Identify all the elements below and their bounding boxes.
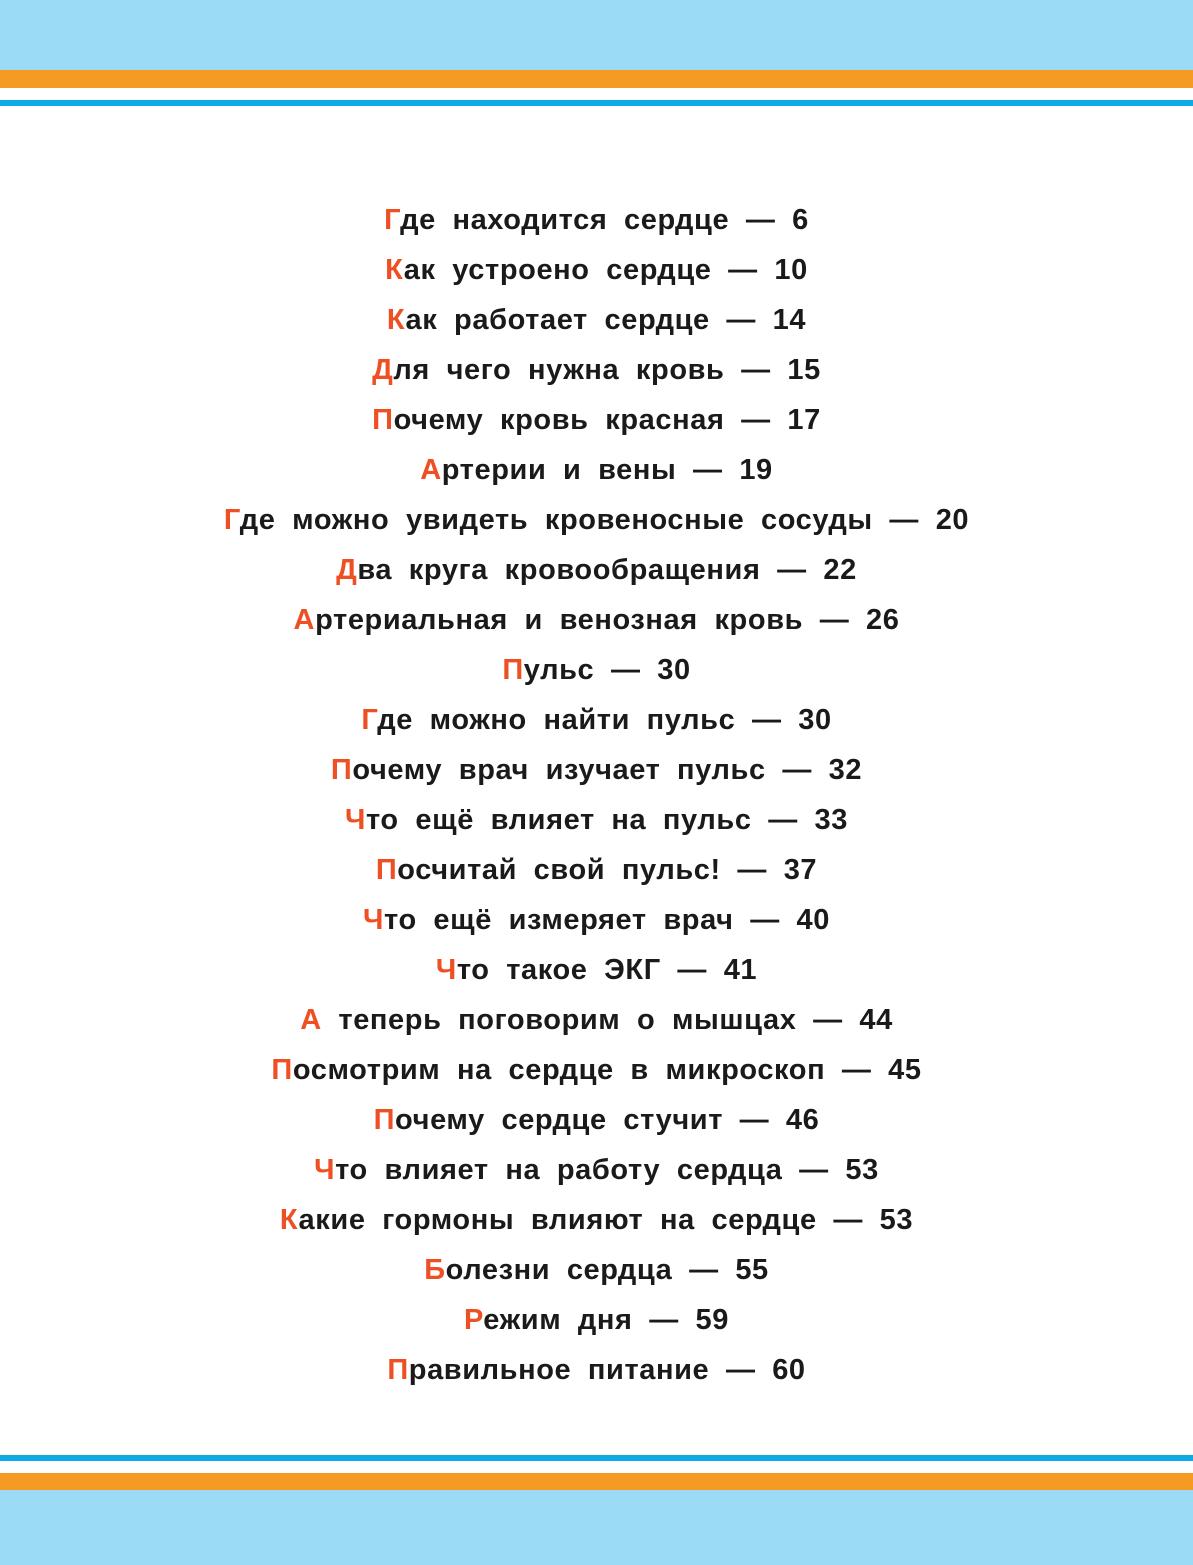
toc-entry-separator: — [594,654,658,686]
toc-entry [0,445,1193,495]
toc-entry-separator: — [720,854,784,886]
toc-entry-title: ртериальная и венозная кровь [315,604,804,636]
toc-entry-title: осчитай свой пульс! [397,854,721,886]
toc-entry [0,595,1193,645]
toc-entry [0,545,1193,595]
toc-entry-title: ртерии и вены [441,454,677,486]
toc-entry-initial: П [372,404,394,436]
toc-entry-separator: — [735,704,799,736]
toc-entry-separator: — [760,554,824,586]
toc-entry-initial: П [330,754,353,786]
toc-entry [0,395,1193,445]
toc-entry-separator: — [660,954,724,986]
toc-entry [0,845,1193,895]
toc-entry-title: очему сердце стучит [395,1104,723,1136]
toc-entry-separator: — [765,754,829,786]
toc-entry [0,345,1193,395]
toc-entry-title: де находится сердце [400,204,730,236]
toc-entry-title: то ещё измеряет врач [384,904,734,936]
toc-entry-initial: Д [372,354,394,386]
toc-entry [0,795,1193,845]
toc-entry-separator: — [816,1204,880,1236]
toc-entry-page-number: 44 [859,1004,893,1036]
toc-entry-page-number: 45 [888,1054,922,1086]
toc-entry-title: акие гормоны влияют на сердце [298,1204,817,1236]
toc-entry-initial: Д [336,554,358,586]
toc-entry-page-number: 15 [787,354,821,386]
toc-entry-initial: Ч [435,954,457,986]
toc-entry-title: ля чего нужна кровь [393,354,725,386]
toc-entry-page-number: 53 [879,1204,914,1236]
toc-entry-page-number: 41 [723,954,758,986]
toc-entry [0,995,1193,1045]
toc-entry-title: осмотрим на сердце в микроскоп [292,1054,826,1086]
toc-entry-separator: — [724,354,788,386]
toc-entry-title: ак работает сердце [405,304,710,336]
toc-entry [0,645,1193,695]
bottom-sky-band [0,1490,1193,1565]
toc-entry-separator: — [796,1004,860,1036]
toc-entry-page-number: 37 [783,854,818,886]
toc-entry-initial: П [373,1104,396,1136]
toc-entry-initial: А [420,454,442,486]
toc-entry-page-number: 33 [814,804,848,836]
toc-entry-separator: — [872,504,936,536]
toc-entry-title: равильное питание [408,1354,710,1386]
toc-entry-title: очему кровь красная [393,404,725,436]
table-of-contents [0,195,1193,1395]
toc-entry-page-number: 55 [735,1254,769,1286]
toc-entry-separator: — [724,404,788,436]
toc-entry-page-number: 20 [935,504,970,536]
toc-entry-separator: — [723,1104,786,1136]
toc-entry [0,1045,1193,1095]
toc-entry-title: ак устроено сердце [403,254,712,286]
toc-entry [0,745,1193,795]
toc-entry-separator: — [803,604,866,636]
toc-entry-page-number: 53 [845,1154,879,1186]
toc-entry-initial: Р [464,1304,484,1336]
toc-entry-title: ежим дня [483,1304,633,1336]
top-blue-stripe [0,100,1193,106]
toc-entry-separator: — [825,1054,889,1086]
toc-entry-page-number: 6 [792,204,809,236]
toc-entry-page-number: 14 [772,304,807,336]
bottom-orange-stripe [0,1473,1193,1490]
toc-entry-initial: Г [361,704,378,736]
toc-entry [0,1295,1193,1345]
toc-entry [0,295,1193,345]
toc-entry-initial: К [385,254,404,286]
toc-entry-initial: К [386,304,406,336]
toc-entry-title: то такое ЭКГ [456,954,661,986]
toc-entry-initial: Ч [363,904,385,936]
toc-entry-separator: — [729,204,793,236]
toc-entry-page-number: 26 [865,604,900,636]
toc-entry-title: очему врач изучает пульс [352,754,766,786]
toc-entry-page-number: 32 [828,754,863,786]
toc-entry-page-number: 46 [785,1104,820,1136]
toc-entry [0,1145,1193,1195]
toc-entry-initial: П [387,1354,409,1386]
toc-entry [0,1095,1193,1145]
toc-entry-title: де можно увидеть кровеносные сосуды [239,504,873,536]
toc-entry-page-number: 60 [772,1354,806,1386]
toc-entry-page-number: 40 [796,904,830,936]
bottom-blue-stripe [0,1455,1193,1461]
toc-entry-initial: П [502,654,524,686]
toc-entry-page-number: 30 [798,704,832,736]
toc-entry-separator: — [733,904,797,936]
toc-entry-page-number: 17 [787,404,821,436]
toc-entry-page-number: 59 [695,1304,729,1336]
toc-entry [0,945,1193,995]
toc-entry-title: де можно найти пульс [377,704,736,736]
toc-entry [0,695,1193,745]
toc-entry-separator: — [751,804,815,836]
top-sky-band [0,0,1193,70]
toc-entry-initial: А [300,1004,322,1036]
toc-entry-initial: П [271,1054,293,1086]
toc-entry-initial: К [279,1204,299,1236]
toc-entry-separator: — [782,1154,846,1186]
toc-entry [0,195,1193,245]
toc-entry-title: ва круга кровообращения [357,554,761,586]
toc-entry [0,1245,1193,1295]
toc-entry [0,1345,1193,1395]
toc-entry-page-number: 22 [823,554,857,586]
toc-entry-initial: Г [384,204,401,236]
toc-entry [0,895,1193,945]
toc-entry-initial: Б [424,1254,446,1286]
toc-entry-title: то влияет на работу сердца [335,1154,783,1186]
toc-entry-title: теперь поговорим о мышцах [321,1004,797,1036]
toc-entry-initial: П [375,854,398,886]
toc-entry-title: ульс [523,654,595,686]
toc-entry-page-number: 10 [774,254,808,286]
toc-entry-separator: — [632,1304,696,1336]
toc-entry [0,245,1193,295]
toc-entry-separator: — [711,254,775,286]
toc-entry-initial: Г [223,504,240,536]
toc-entry-title: то ещё влияет на пульс [366,804,752,836]
toc-entry [0,1195,1193,1245]
toc-entry-title: олезни сердца [445,1254,673,1286]
toc-entry-separator: — [709,1354,773,1386]
toc-entry-separator: — [676,454,740,486]
toc-entry-separator: — [709,304,773,336]
top-orange-stripe [0,70,1193,88]
toc-entry-separator: — [672,1254,736,1286]
toc-entry [0,495,1193,545]
toc-entry-initial: Ч [314,1154,336,1186]
toc-entry-initial: Ч [345,804,367,836]
toc-entry-initial: А [293,604,316,636]
toc-entry-page-number: 30 [657,654,691,686]
toc-entry-page-number: 19 [739,454,773,486]
